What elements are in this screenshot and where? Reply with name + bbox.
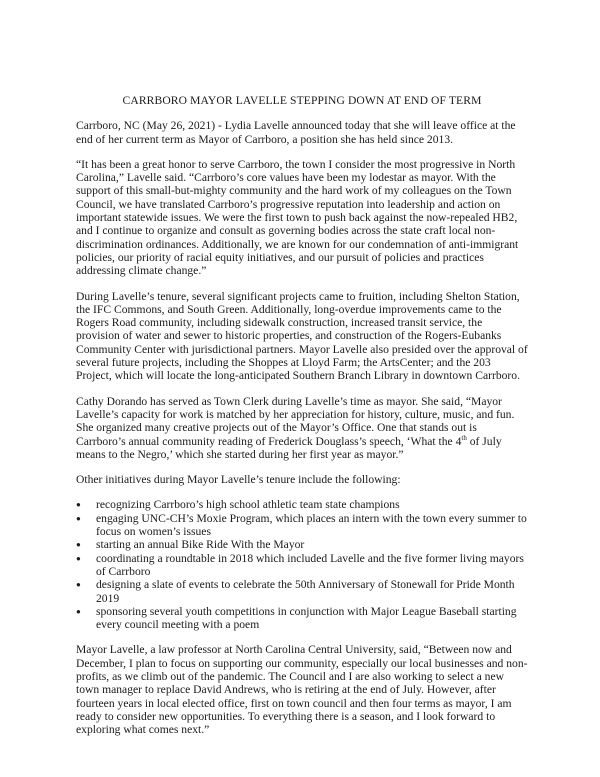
bullet-icon: ● (76, 540, 81, 550)
town-clerk-text-start: Cathy Dorando has served as Town Clerk during Lavelle’s time as mayor. She said, “Mayor Lavelle’s capacity for work is matched by her appreciation for history, culture, music, and fun. She organized many creative projects out of the Mayor’s Office. One that stands out is Carrboro’s annual community reading of Frederick Douglass’s speech, ‘What the 4 (76, 394, 515, 448)
list-item-text: starting an annual Bike Ride With the Mayor (96, 538, 305, 552)
list-item (76, 578, 528, 605)
list-item (76, 512, 528, 539)
bullet-icon: ● (76, 553, 81, 563)
list-item-text: designing a slate of events to celebrate the 50th Anniversary of Stonewall for Pride Month 2019 (96, 578, 515, 605)
list-item (76, 498, 528, 511)
paragraph-lavelle-quote: “It has been a great honor to serve Carrboro, the town I consider the most progressive in North Carolina,” Lavelle said. “Carrboro’s core values have been my lodestar as mayor. With the support of this small-but-mighty community and the hard work of my colleagues on the Town Council, we have translated Carrboro’s progressive reputation into leadership and action on important statewide issues. We were the first town to push back against the now-repealed HB2, and I continue to organize and consult as governing bodies across the state craft local non-discrimination ordinances. Additionally, we are known for our condemnation of anti-immigrant policies, our priority of racial equity initiatives, and our pursuit of policies and practices addressing climate change.” (76, 157, 519, 278)
bullet-icon: ● (76, 513, 81, 523)
list-item-text: sponsoring several youth competitions in conjunction with Major League Baseball starting every council meeting with a poem (96, 604, 517, 632)
list-item-text: recognizing Carrboro’s high school athletic team state champions (96, 498, 400, 512)
list-item-text: engaging UNC-CH’s Moxie Program, which places an intern with the town every summer to focus on women’s issues (96, 511, 527, 539)
paragraph-announcement: Carrboro, NC (May 26, 2021) - Lydia Lavelle announced today that she will leave office at the end of her current term as Mayor of Carrboro, a position she has held since 2013. (76, 119, 516, 146)
bullet-icon: ● (76, 606, 81, 616)
list-item (76, 605, 528, 632)
bullet-icon: ● (76, 500, 81, 510)
paragraph-closing-quote: Mayor Lavelle, a law professor at North Carolina Central University, said, “Between now and December, I plan to focus on supporting our community, especially our local businesses and non-profits, as we climb out of the pandemic. The Council and I are also working to select a new town manager to replace David Andrews, who is retiring at the end of July. However, after fourteen years in local elected office, first on town council and then four terms as mayor, I am ready to consider new opportunities. To everything there is a season, and I look forward to exploring what comes next.” (76, 643, 528, 737)
list-intro: Other initiatives during Mayor Lavelle’s tenure include the following: (76, 473, 401, 487)
list-item (76, 538, 528, 551)
superscript-th: th (461, 433, 467, 442)
initiatives-list (76, 498, 528, 631)
press-release (76, 94, 528, 748)
paragraph-projects: During Lavelle’s tenure, several significant projects came to fruition, including Shelton Station, the IFC Commons, and South Green. Additionally, long-overdue improvements came to the Rogers Road community, including sidewalk construction, increased transit service, the provision of water and sewer to historic properties, and construction of the Rogers-Eubanks Community Center with jurisdictional partners. Mayor Lavelle also presided over the approval of several future projects, including the Shoppes at Lloyd Farm; the ArtsCenter; and the 203 Project, which will locate the long-anticipated Southern Branch Library in downtown Carrboro. (76, 289, 528, 383)
bullet-icon: ● (76, 580, 81, 590)
town-clerk-text-end: of July means to the Negro,’ which she started during her first year as mayor.” (76, 434, 502, 461)
press-release-title: CARRBORO MAYOR LAVELLE STEPPING DOWN AT END OF TERM (122, 94, 482, 107)
list-item-text: coordinating a roundtable in 2018 which included Lavelle and the five former living mayors of Carrboro (96, 551, 524, 578)
list-item (76, 552, 528, 579)
paragraph-town-clerk (76, 395, 528, 461)
